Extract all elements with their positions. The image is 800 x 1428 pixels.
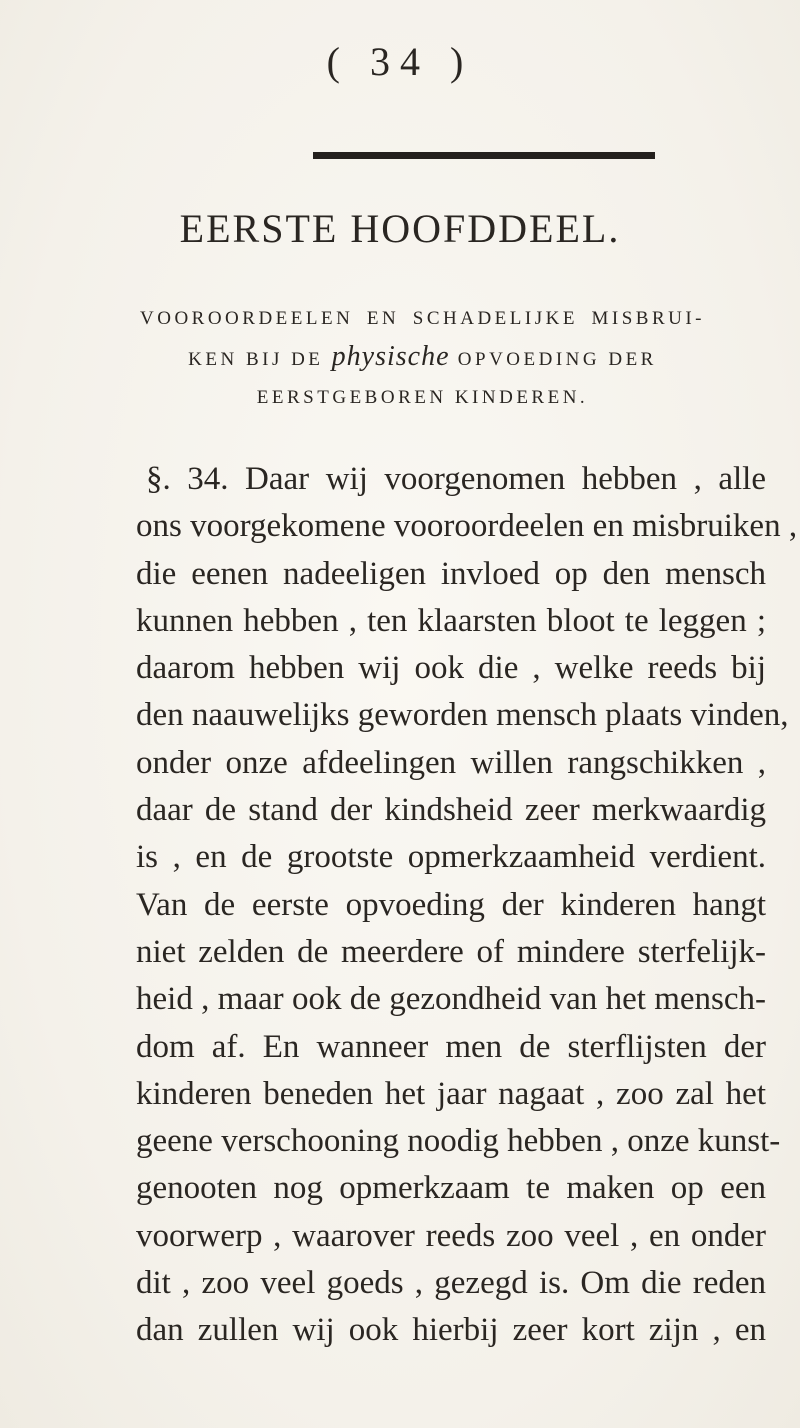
body-line: kunnen hebben , ten klaarsten bloot te leggen ; <box>136 602 766 639</box>
chapter-subtitle <box>140 300 705 417</box>
body-line: genooten nog opmerkzaam te maken op een <box>136 1170 766 1207</box>
subtitle-line: VOOROORDEELEN EN SCHADELIJKE MISBRUI- <box>140 308 705 329</box>
subtitle-line <box>140 338 705 379</box>
body-line: daarom hebben wij ook die , welke reeds bij <box>136 650 766 687</box>
body-line: is , en de grootste opmerkzaamheid verdient. <box>136 839 766 876</box>
body-line: onder onze afdeelingen willen rangschikken , <box>136 744 766 781</box>
header-rule <box>313 152 655 159</box>
body-line: voorwerp , waarover reeds zoo veel , en onder <box>136 1217 766 1254</box>
subtitle-italic: physische <box>331 341 450 372</box>
body-line: dit , zoo veel goeds , gezegd is. Om die reden <box>136 1265 766 1302</box>
chapter-title: EERSTE HOOFDDEEL. <box>179 206 621 251</box>
body-line: geene verschooning noodig hebben , onze kunst- <box>136 1123 781 1160</box>
body-line: niet zelden de meerdere of mindere sterfelijk- <box>136 933 766 970</box>
page-number: ( 34 ) <box>326 39 474 84</box>
body-text <box>136 456 798 1355</box>
subtitle-line: EERSTGEBOREN KINDEREN. <box>256 387 589 408</box>
body-line: daar de stand der kindsheid zeer merkwaardig <box>136 792 766 829</box>
body-line: die eenen nadeeligen invloed op den mensch <box>136 555 766 592</box>
subtitle-text: OPVOEDING DER <box>457 349 657 370</box>
body-line: dan zullen wij ook hierbij zeer kort zijn , en <box>136 1312 766 1349</box>
body-line: kinderen beneden het jaar nagaat , zoo zal het <box>136 1075 766 1112</box>
body-line: §. 34. Daar wij voorgenomen hebben , alle <box>146 461 766 497</box>
body-line: dom af. En wanneer men de sterflijsten der <box>136 1028 766 1065</box>
body-line: heid , maar ook de gezondheid van het mensch- <box>136 981 766 1018</box>
subtitle-text: KEN BIJ DE <box>188 349 324 370</box>
body-line: Van de eerste opvoeding der kinderen hangt <box>136 886 766 923</box>
body-line: den naauwelijks geworden mensch plaats vinden, <box>136 697 789 734</box>
body-line: ons voorgekomene vooroordeelen en misbruiken , <box>136 508 798 545</box>
